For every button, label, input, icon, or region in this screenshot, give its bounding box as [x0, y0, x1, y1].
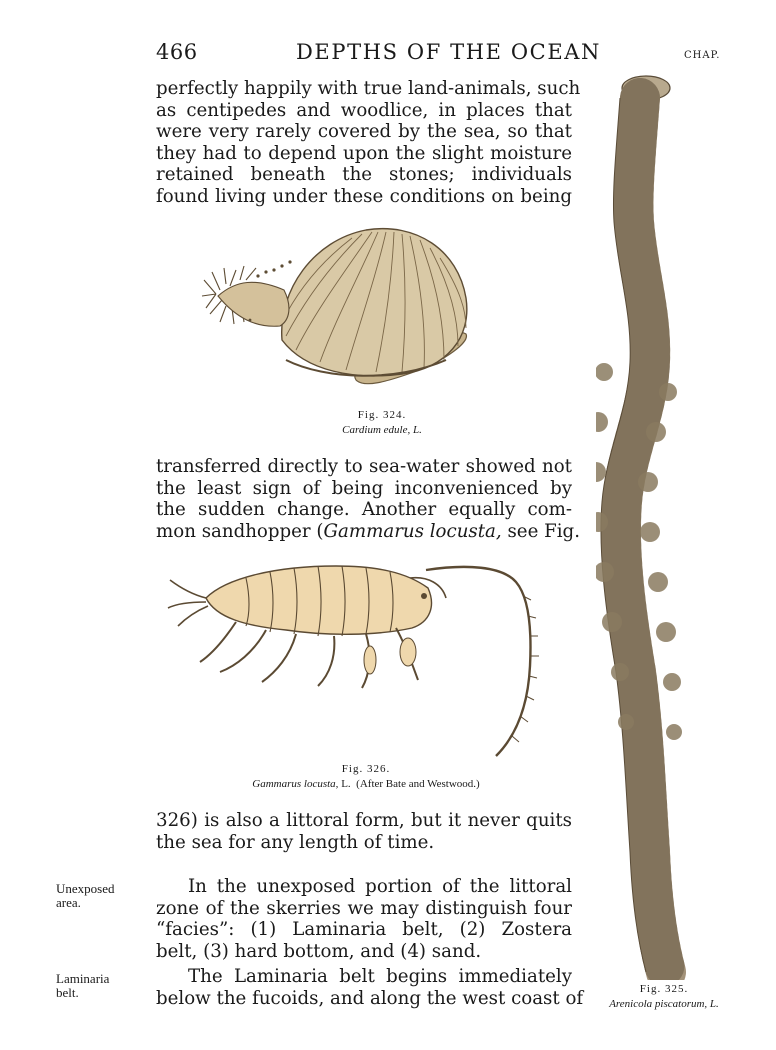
paragraph-laminaria-belt	[156, 966, 584, 1009]
sandhopper-illustration	[166, 556, 546, 762]
figure-324-caption	[272, 408, 492, 438]
sidenote-line: area.	[56, 895, 81, 910]
text-line: the sudden change. Another equally com-	[156, 499, 572, 521]
figure-324-label: Fig. 324.	[357, 409, 407, 421]
text-line: below the fucoids, and along the west coast of	[156, 987, 584, 1009]
figure-326-label: Fig. 326.	[341, 763, 391, 775]
lugworm-illustration	[596, 72, 736, 980]
text-line: they had to depend upon the slight moisture	[156, 142, 572, 164]
text-line: 326) is also a littoral form, but it never quits	[156, 810, 572, 831]
text-line: The Laminaria belt begins immediately	[188, 966, 572, 987]
running-title: DEPTHS OF THE OCEAN	[296, 40, 602, 64]
page-number: 466	[156, 40, 198, 64]
text-line: transferred directly to sea-water showed not	[156, 456, 572, 477]
figure-326-author: L.	[338, 778, 351, 790]
paragraph-land-animals	[156, 78, 581, 208]
text-line: the least sign of being inconvenienced by	[156, 477, 572, 499]
figure-325-caption	[584, 982, 744, 1012]
figure-326-note: (After Bate and Westwood.)	[356, 778, 480, 790]
figure-325-label: Fig. 325.	[639, 983, 689, 995]
text-line: as centipedes and woodlice, in places that	[156, 99, 572, 121]
text-fragment: see Fig.	[501, 520, 580, 542]
text-line: “facies”: (1) Laminaria belt, (2) Zostera	[156, 919, 572, 941]
sidenote-unexposed-area	[56, 882, 115, 910]
species-name: Gammarus locusta,	[323, 520, 502, 542]
figure-326-caption	[196, 762, 536, 792]
paragraph-facies	[156, 876, 572, 962]
text-line: belt, (3) hard bottom, and (4) sand.	[156, 940, 482, 962]
text-line: the sea for any length of time.	[156, 831, 435, 853]
text-line: In the unexposed portion of the littoral	[188, 876, 572, 897]
sidenote-laminaria-belt	[56, 972, 109, 1000]
text-line-species	[156, 520, 580, 543]
paragraph-littoral-form	[156, 810, 572, 853]
text-line: zone of the skerries we may distinguish four	[156, 897, 572, 919]
cockle-illustration	[196, 210, 486, 400]
chapter-mark: CHAP.	[684, 50, 721, 61]
sidenote-line: Unexposed	[56, 881, 115, 896]
paragraph-sea-water	[156, 456, 580, 542]
figure-324-species: Cardium edule, L.	[342, 424, 422, 436]
figure-326-species: Gammarus locusta,	[252, 778, 339, 790]
figure-325-species: Arenicola piscatorum, L.	[609, 998, 719, 1010]
text-line: perfectly happily with true land-animals, such	[156, 78, 581, 99]
text-line: found living under these conditions on being	[156, 185, 572, 207]
text-line: were very rarely covered by the sea, so that	[156, 121, 572, 143]
sidenote-line: Laminaria	[56, 971, 110, 986]
text-fragment: mon sandhopper (	[156, 520, 324, 542]
text-line: retained beneath the stones; individuals	[156, 164, 572, 186]
sidenote-line: belt.	[56, 985, 79, 1000]
